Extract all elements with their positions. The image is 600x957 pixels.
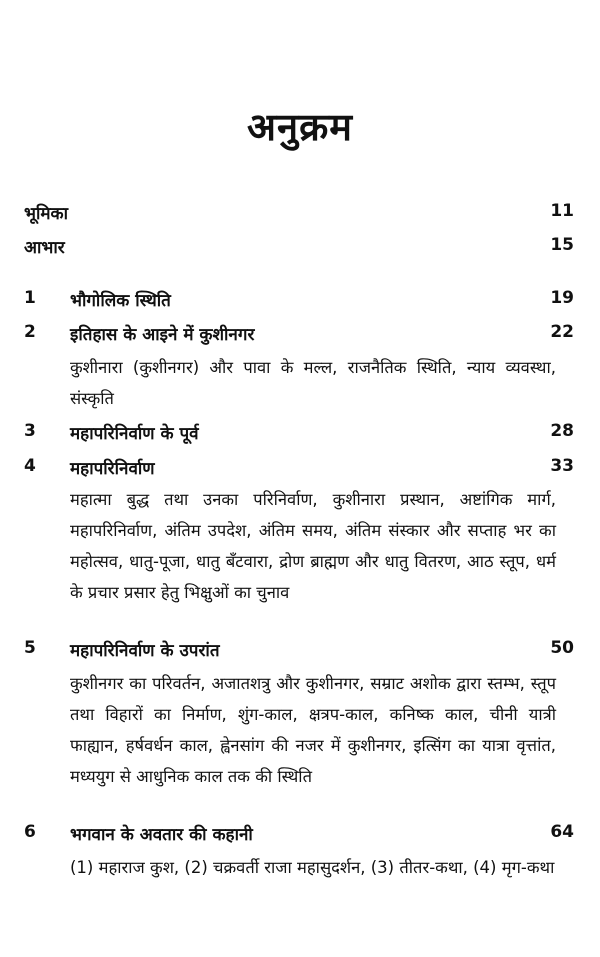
toc-entry-label: आभार xyxy=(24,238,65,258)
page-title: अनुक्रम xyxy=(246,105,354,149)
chapter-number: 5 xyxy=(24,638,36,658)
chapter-description: कुशीनारा (कुशीनगर) और पावा के मल्ल, राजनैतिक स्थिति, न्याय व्यवस्था, संस्कृति xyxy=(70,358,556,408)
chapter-page: 22 xyxy=(550,322,574,342)
chapter-title: भगवान के अवतार की कहानी xyxy=(70,825,253,845)
toc-entry-page: 15 xyxy=(550,235,574,255)
chapter-description: महात्मा बुद्ध तथा उनका परिनिर्वाण, कुशीनारा प्रस्थान, अष्टांगिक मार्ग, महापरिनिर्वाण, अंतिम उपदेश, अंतिम समय, अंतिम संस्कार और सप्ताह भर का महोत्सव, धातु-पूजा, धातु बँटवारा, द्रोण ब्राह्मण और धातु वितरण, आठ स्तूप, धर्म के प्रचार प्रसार हेतु भिक्षुओं का चुनाव xyxy=(70,490,556,602)
chapter-description: (1) महाराज कुश, (2) चक्रवर्ती राजा महासुदर्शन, (3) तीतर-कथा, (4) मृग-कथा xyxy=(70,858,555,877)
chapter-number: 2 xyxy=(24,322,36,342)
chapter-title: महापरिनिर्वाण के उपरांत xyxy=(70,641,220,661)
chapter-title: महापरिनिर्वाण के पूर्व xyxy=(70,424,199,444)
chapter-page: 50 xyxy=(550,638,574,658)
chapter-number: 3 xyxy=(24,421,36,441)
chapter-number: 6 xyxy=(24,822,36,842)
chapter-number: 4 xyxy=(24,456,36,476)
chapter-title: भौगोलिक स्थिति xyxy=(70,291,171,311)
chapter-number: 1 xyxy=(24,288,36,308)
chapter-page: 28 xyxy=(550,421,574,441)
chapter-title: इतिहास के आइने में कुशीनगर xyxy=(70,325,255,345)
toc-entry-page: 11 xyxy=(550,201,574,221)
chapter-title: महापरिनिर्वाण xyxy=(70,459,155,479)
chapter-page: 64 xyxy=(550,822,574,842)
toc-entry-label: भूमिका xyxy=(24,204,68,224)
chapter-page: 19 xyxy=(550,288,574,308)
chapter-page: 33 xyxy=(550,456,574,476)
chapter-description: कुशीनगर का परिवर्तन, अजातशत्रु और कुशीनगर, सम्राट अशोक द्वारा स्तम्भ, स्तूप तथा विहारों का निर्माण, शुंग-काल, क्षत्रप-काल, कनिष्क काल, चीनी यात्री फाह्यान, हर्षवर्धन काल, ह्वेनसांग की नजर में कुशीनगर, इत्सिंग का यात्रा वृत्तांत, मध्ययुग से आधुनिक काल तक की स्थिति xyxy=(70,674,556,786)
